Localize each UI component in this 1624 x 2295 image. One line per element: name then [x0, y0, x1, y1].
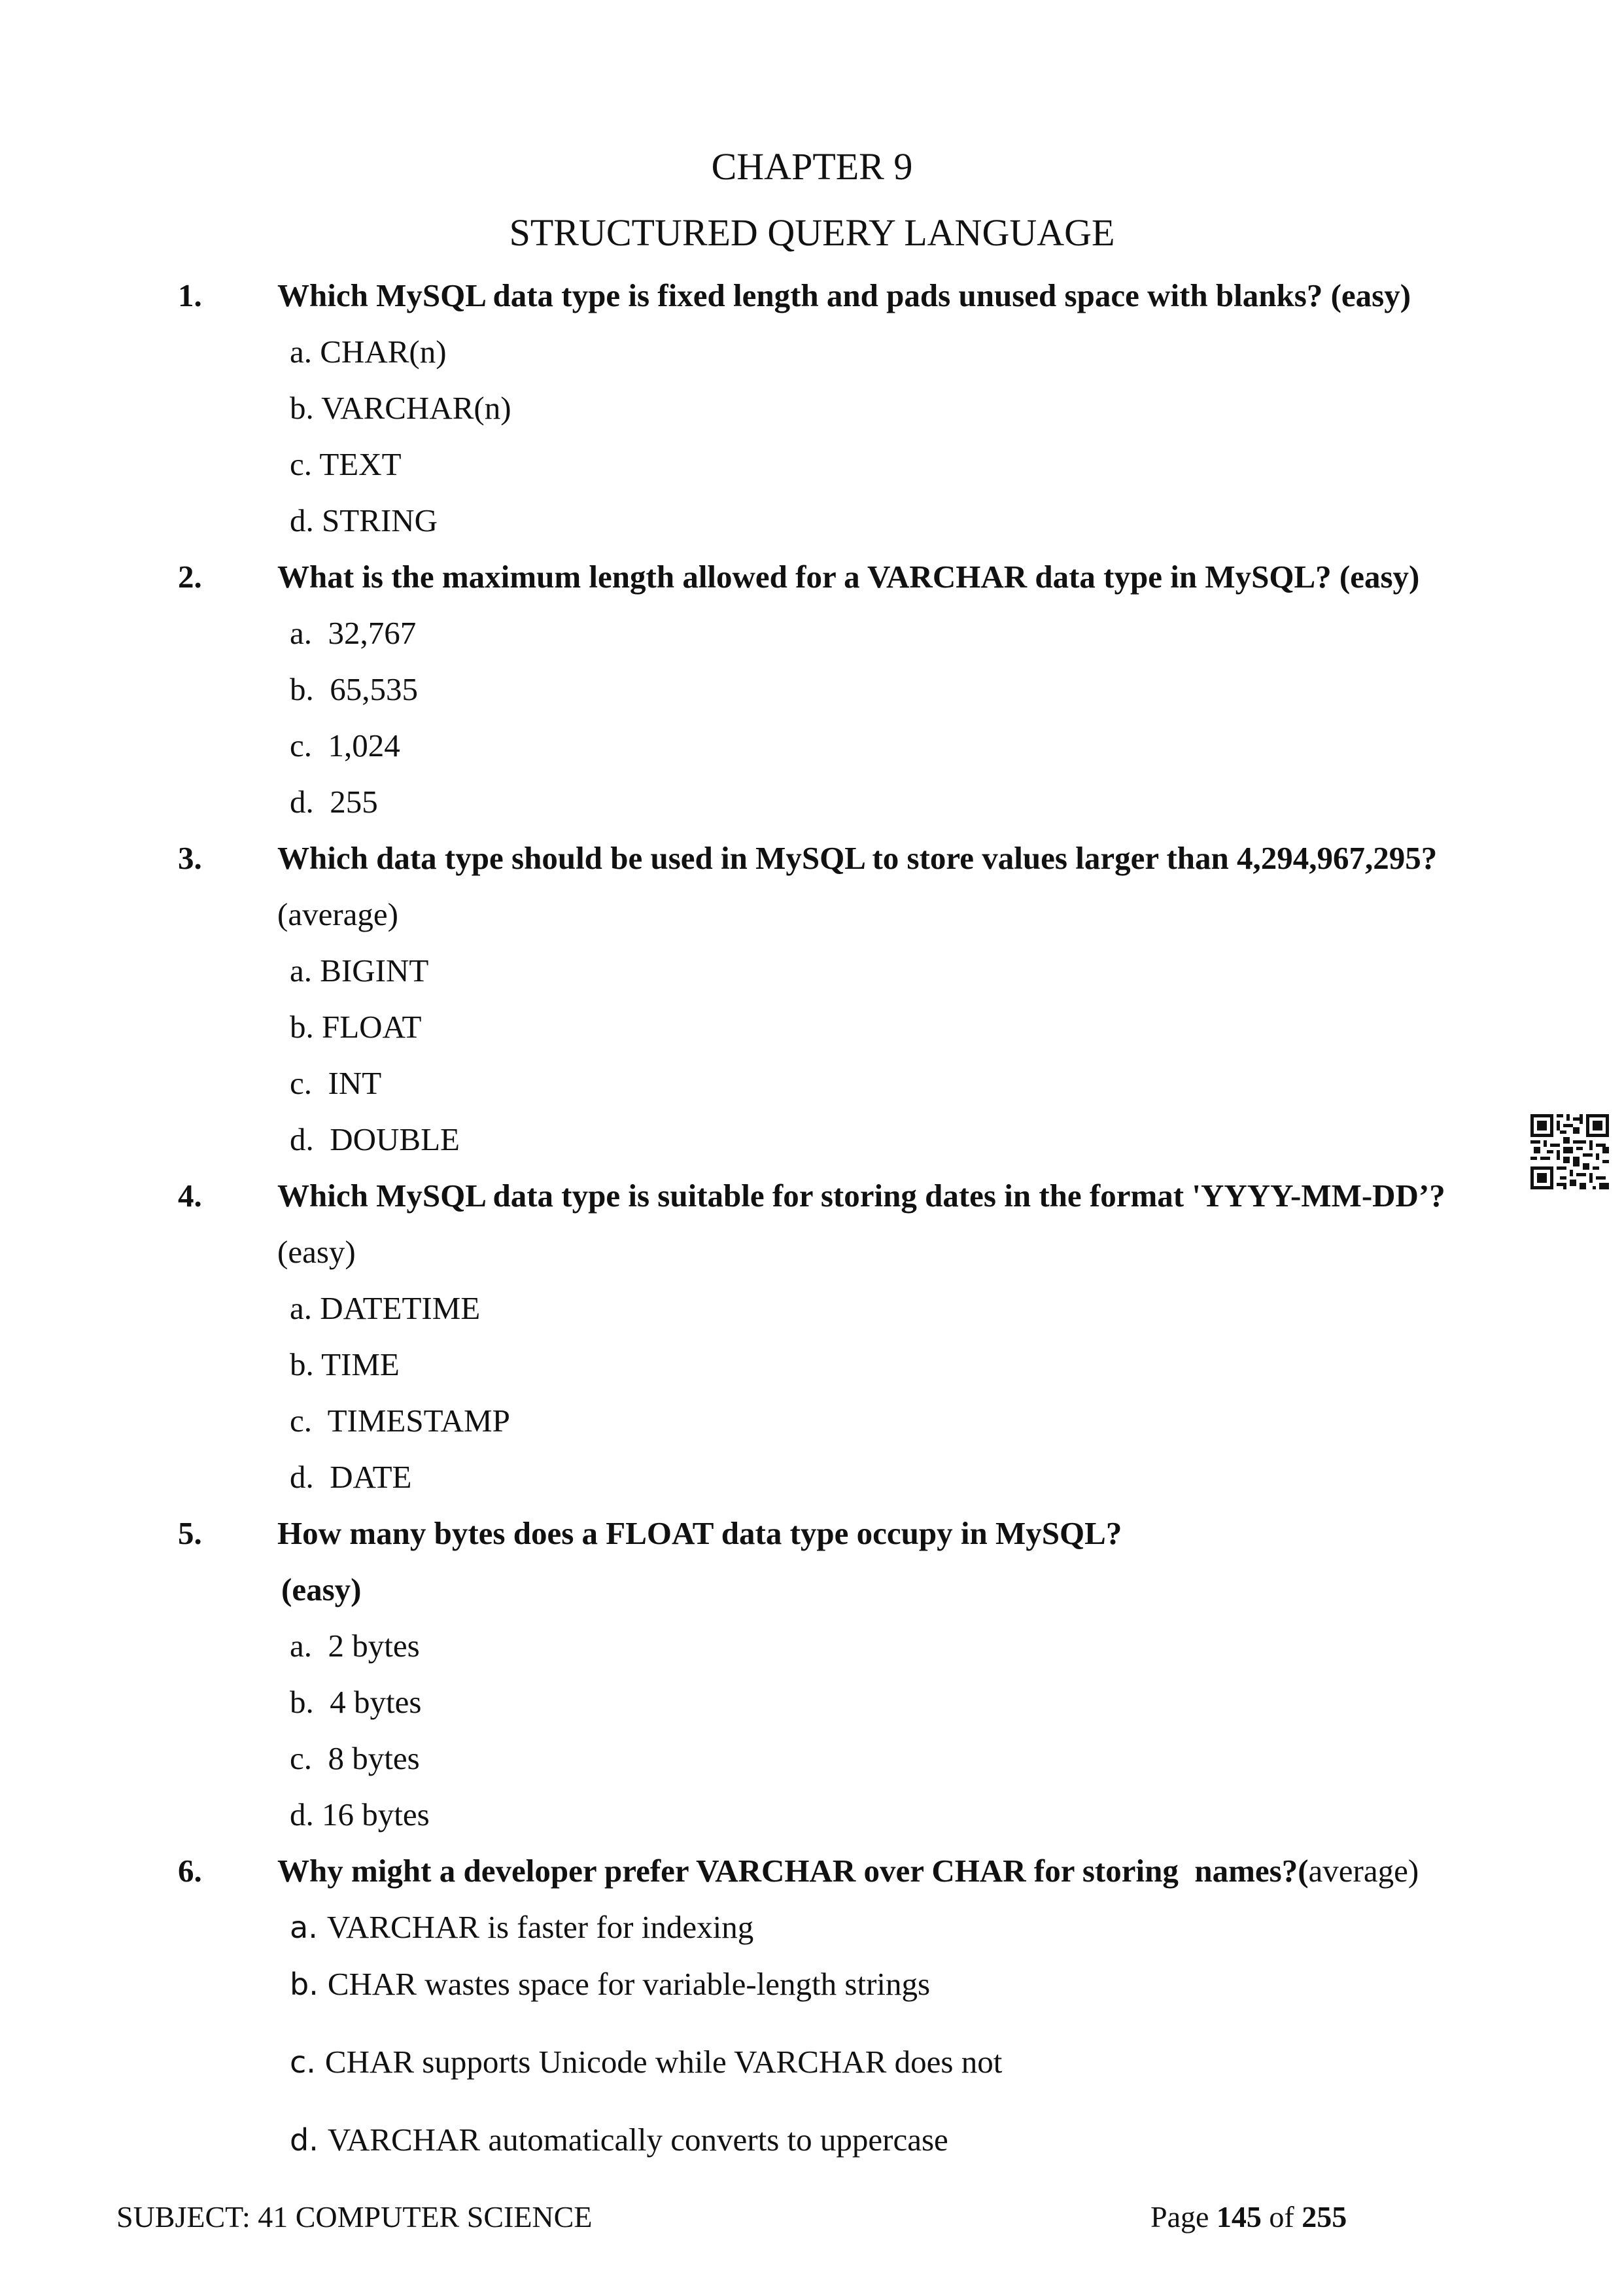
- option: a. 32,767: [290, 615, 417, 651]
- option: d. 255: [290, 784, 378, 820]
- question-difficulty: (easy): [277, 1234, 356, 1270]
- option-text: VARCHAR automatically converts to uppercase: [327, 2122, 948, 2158]
- option-text: CHAR supports Unicode while VARCHAR does not: [324, 2044, 1003, 2080]
- option: a. 2 bytes: [290, 1628, 420, 1664]
- page-current: 145: [1216, 2200, 1262, 2234]
- option-text: CHAR wastes space for variable-length strings: [327, 1966, 931, 2002]
- footer-page-number: [1150, 2202, 1347, 2232]
- option-letter: a.: [290, 1910, 318, 1945]
- option: d. STRING: [290, 502, 438, 538]
- option: [290, 2046, 1002, 2078]
- chapter-subtitle: STRUCTURED QUERY LANGUAGE: [509, 211, 1115, 254]
- question-number: 1.: [178, 277, 202, 313]
- page-prefix: Page: [1150, 2200, 1217, 2234]
- option: a. DATETIME: [290, 1290, 481, 1326]
- question-text: Which data type should be used in MySQL to store values larger than 4,294,967,295?: [277, 840, 1438, 876]
- option: c. 1,024: [290, 727, 400, 763]
- page-of: of: [1261, 2200, 1302, 2234]
- option: [290, 2124, 948, 2156]
- option: d. DOUBLE: [290, 1121, 460, 1157]
- option: a. CHAR(n): [290, 334, 447, 370]
- option: d. 16 bytes: [290, 1796, 430, 1832]
- option: b. VARCHAR(n): [290, 390, 511, 426]
- option-letter: d.: [290, 2122, 319, 2158]
- option: c. TIMESTAMP: [290, 1403, 510, 1439]
- question-difficulty: (easy): [281, 1571, 362, 1607]
- option-text: VARCHAR is faster for indexing: [326, 1909, 754, 1945]
- option: c. INT: [290, 1065, 382, 1101]
- option: d. DATE: [290, 1459, 412, 1495]
- question-text: [277, 1855, 1419, 1887]
- question-text: How many bytes does a FLOAT data type occupy in MySQL?: [277, 1515, 1122, 1551]
- question-text: Which MySQL data type is fixed length and pads unused space with blanks? (easy): [277, 277, 1411, 313]
- question-number: 6.: [178, 1853, 202, 1889]
- option: c. 8 bytes: [290, 1740, 420, 1776]
- option: [290, 1968, 930, 2000]
- footer-subject: SUBJECT: 41 COMPUTER SCIENCE: [116, 2200, 593, 2234]
- question-difficulty: average): [1308, 1853, 1419, 1889]
- option-letter: c.: [290, 2044, 316, 2080]
- qr-code-icon: [1530, 1114, 1609, 1189]
- option-letter: b.: [290, 1967, 319, 2002]
- chapter-title: CHAPTER 9: [711, 145, 913, 188]
- option: b. FLOAT: [290, 1009, 422, 1045]
- question-number: 2.: [178, 559, 202, 595]
- question-text-main: Why might a developer prefer VARCHAR over CHAR for storing names?(: [277, 1853, 1309, 1889]
- question-text: Which MySQL data type is suitable for storing dates in the format 'YYYY-MM-DD’?: [277, 1178, 1445, 1214]
- option: b. 65,535: [290, 671, 418, 707]
- option: b. 4 bytes: [290, 1684, 422, 1720]
- question-difficulty: (average): [277, 896, 398, 932]
- option: [290, 1911, 753, 1943]
- question-number: 5.: [178, 1515, 202, 1551]
- question-text: What is the maximum length allowed for a VARCHAR data type in MySQL? (easy): [277, 559, 1420, 595]
- page-total: 255: [1302, 2200, 1347, 2234]
- question-number: 4.: [178, 1178, 202, 1214]
- question-number: 3.: [178, 840, 202, 876]
- option: b. TIME: [290, 1346, 400, 1382]
- option: c. TEXT: [290, 446, 402, 482]
- option: a. BIGINT: [290, 953, 429, 989]
